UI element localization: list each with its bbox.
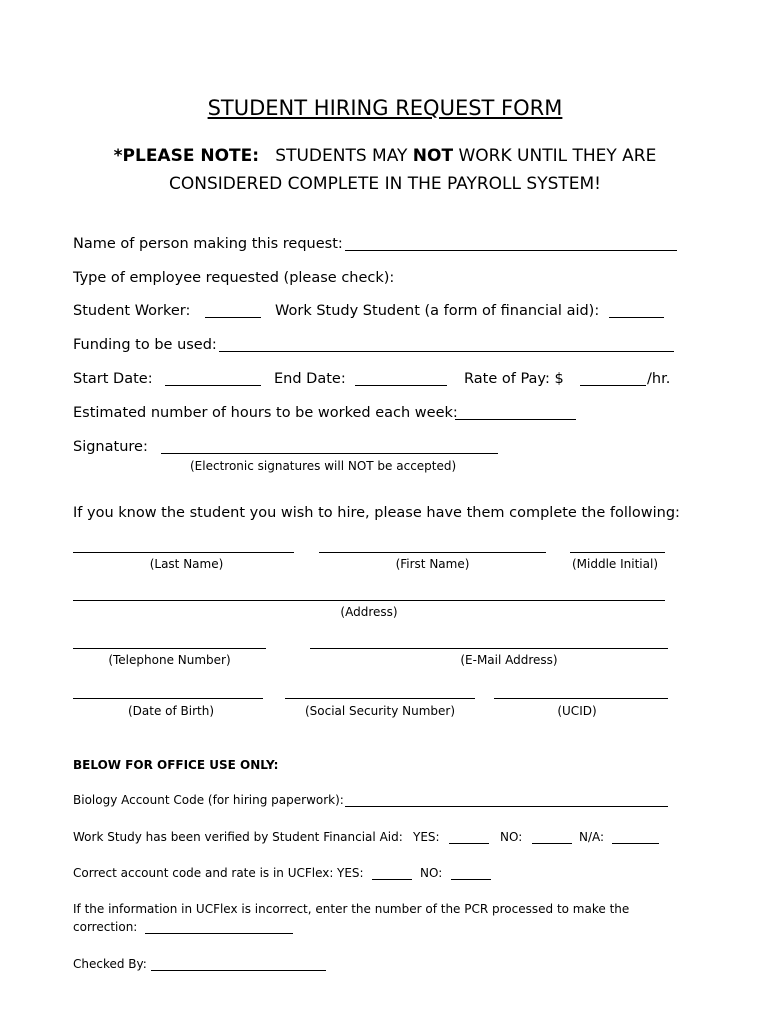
- ucflex-no-input[interactable]: [451, 879, 491, 880]
- ws-no-label: NO:: [500, 830, 523, 844]
- office-use-heading: BELOW FOR OFFICE USE ONLY:: [73, 758, 279, 772]
- checked-by-label: Checked By:: [73, 957, 147, 971]
- pcr-input[interactable]: [145, 933, 293, 934]
- ucflex-yes-label: YES:: [337, 866, 364, 880]
- address-input[interactable]: [73, 600, 665, 601]
- payroll-note-line1: [0, 146, 770, 166]
- note-emphasis: NOT: [412, 146, 454, 166]
- ws-yes-label: YES:: [413, 830, 440, 844]
- middle-initial-caption: (Middle Initial): [571, 557, 659, 571]
- note-text-a: STUDENTS MAY: [275, 146, 408, 166]
- last-name-input[interactable]: [73, 552, 294, 553]
- account-code-label: Biology Account Code (for hiring paperwork):: [73, 793, 344, 807]
- funding-input[interactable]: [219, 351, 674, 352]
- signature-input[interactable]: [161, 453, 498, 454]
- requester-input[interactable]: [345, 250, 677, 251]
- first-name-input[interactable]: [319, 552, 546, 553]
- middle-initial-input[interactable]: [570, 552, 665, 553]
- account-code-input[interactable]: [345, 806, 668, 807]
- rate-label: Rate of Pay: $: [464, 371, 564, 387]
- ucflex-label: Correct account code and rate is in UCFlex:: [73, 866, 334, 880]
- end-date-input[interactable]: [355, 385, 447, 386]
- address-caption: (Address): [340, 605, 398, 619]
- ucid-caption: (UCID): [557, 704, 597, 718]
- funding-label: Funding to be used:: [73, 337, 217, 353]
- dob-input[interactable]: [73, 698, 263, 699]
- email-caption: (E-Mail Address): [460, 653, 558, 667]
- payroll-note-line2: CONSIDERED COMPLETE IN THE PAYROLL SYSTEM!: [169, 174, 601, 194]
- rate-input[interactable]: [580, 385, 646, 386]
- telephone-input[interactable]: [73, 648, 266, 649]
- end-date-label: End Date:: [274, 371, 346, 387]
- student-worker-label: Student Worker:: [73, 303, 191, 319]
- dob-caption: (Date of Birth): [127, 704, 215, 718]
- signature-note: (Electronic signatures will NOT be accepted): [190, 459, 457, 473]
- start-date-input[interactable]: [165, 385, 261, 386]
- form-title: STUDENT HIRING REQUEST FORM: [207, 96, 563, 120]
- ws-no-input[interactable]: [532, 843, 572, 844]
- student-worker-check[interactable]: [205, 317, 261, 318]
- ucflex-no-label: NO:: [420, 866, 443, 880]
- telephone-caption: (Telephone Number): [108, 653, 231, 667]
- work-study-verified-label: Work Study has been verified by Student Financial Aid:: [73, 830, 403, 844]
- hours-label: Estimated number of hours to be worked each week:: [73, 405, 458, 421]
- pcr-correction-label: correction:: [73, 920, 138, 934]
- signature-label: Signature:: [73, 439, 148, 455]
- first-name-caption: (First Name): [395, 557, 470, 571]
- email-input[interactable]: [310, 648, 668, 649]
- requester-label: Name of person making this request:: [73, 236, 343, 252]
- ws-na-label: N/A:: [579, 830, 605, 844]
- ssn-caption: (Social Security Number): [304, 704, 456, 718]
- ucflex-yes-input[interactable]: [372, 879, 412, 880]
- ssn-input[interactable]: [285, 698, 475, 699]
- last-name-caption: (Last Name): [149, 557, 224, 571]
- rate-suffix: /hr.: [647, 371, 671, 387]
- checked-by-input[interactable]: [151, 970, 326, 971]
- work-study-check[interactable]: [609, 317, 664, 318]
- note-text-b: WORK UNTIL THEY ARE: [458, 146, 657, 166]
- pcr-instruction: If the information in UCFlex is incorrect, enter the number of the PCR processed to make the: [73, 902, 630, 916]
- work-study-label: Work Study Student (a form of financial aid):: [275, 303, 600, 319]
- ws-na-input[interactable]: [612, 843, 659, 844]
- note-prefix: *PLEASE NOTE:: [113, 146, 260, 166]
- ucid-input[interactable]: [494, 698, 668, 699]
- start-date-label: Start Date:: [73, 371, 153, 387]
- hours-input[interactable]: [455, 419, 576, 420]
- employee-type-prompt: Type of employee requested (please check):: [73, 270, 395, 286]
- ws-yes-input[interactable]: [449, 843, 489, 844]
- student-prompt: If you know the student you wish to hire, please have them complete the following:: [73, 505, 680, 521]
